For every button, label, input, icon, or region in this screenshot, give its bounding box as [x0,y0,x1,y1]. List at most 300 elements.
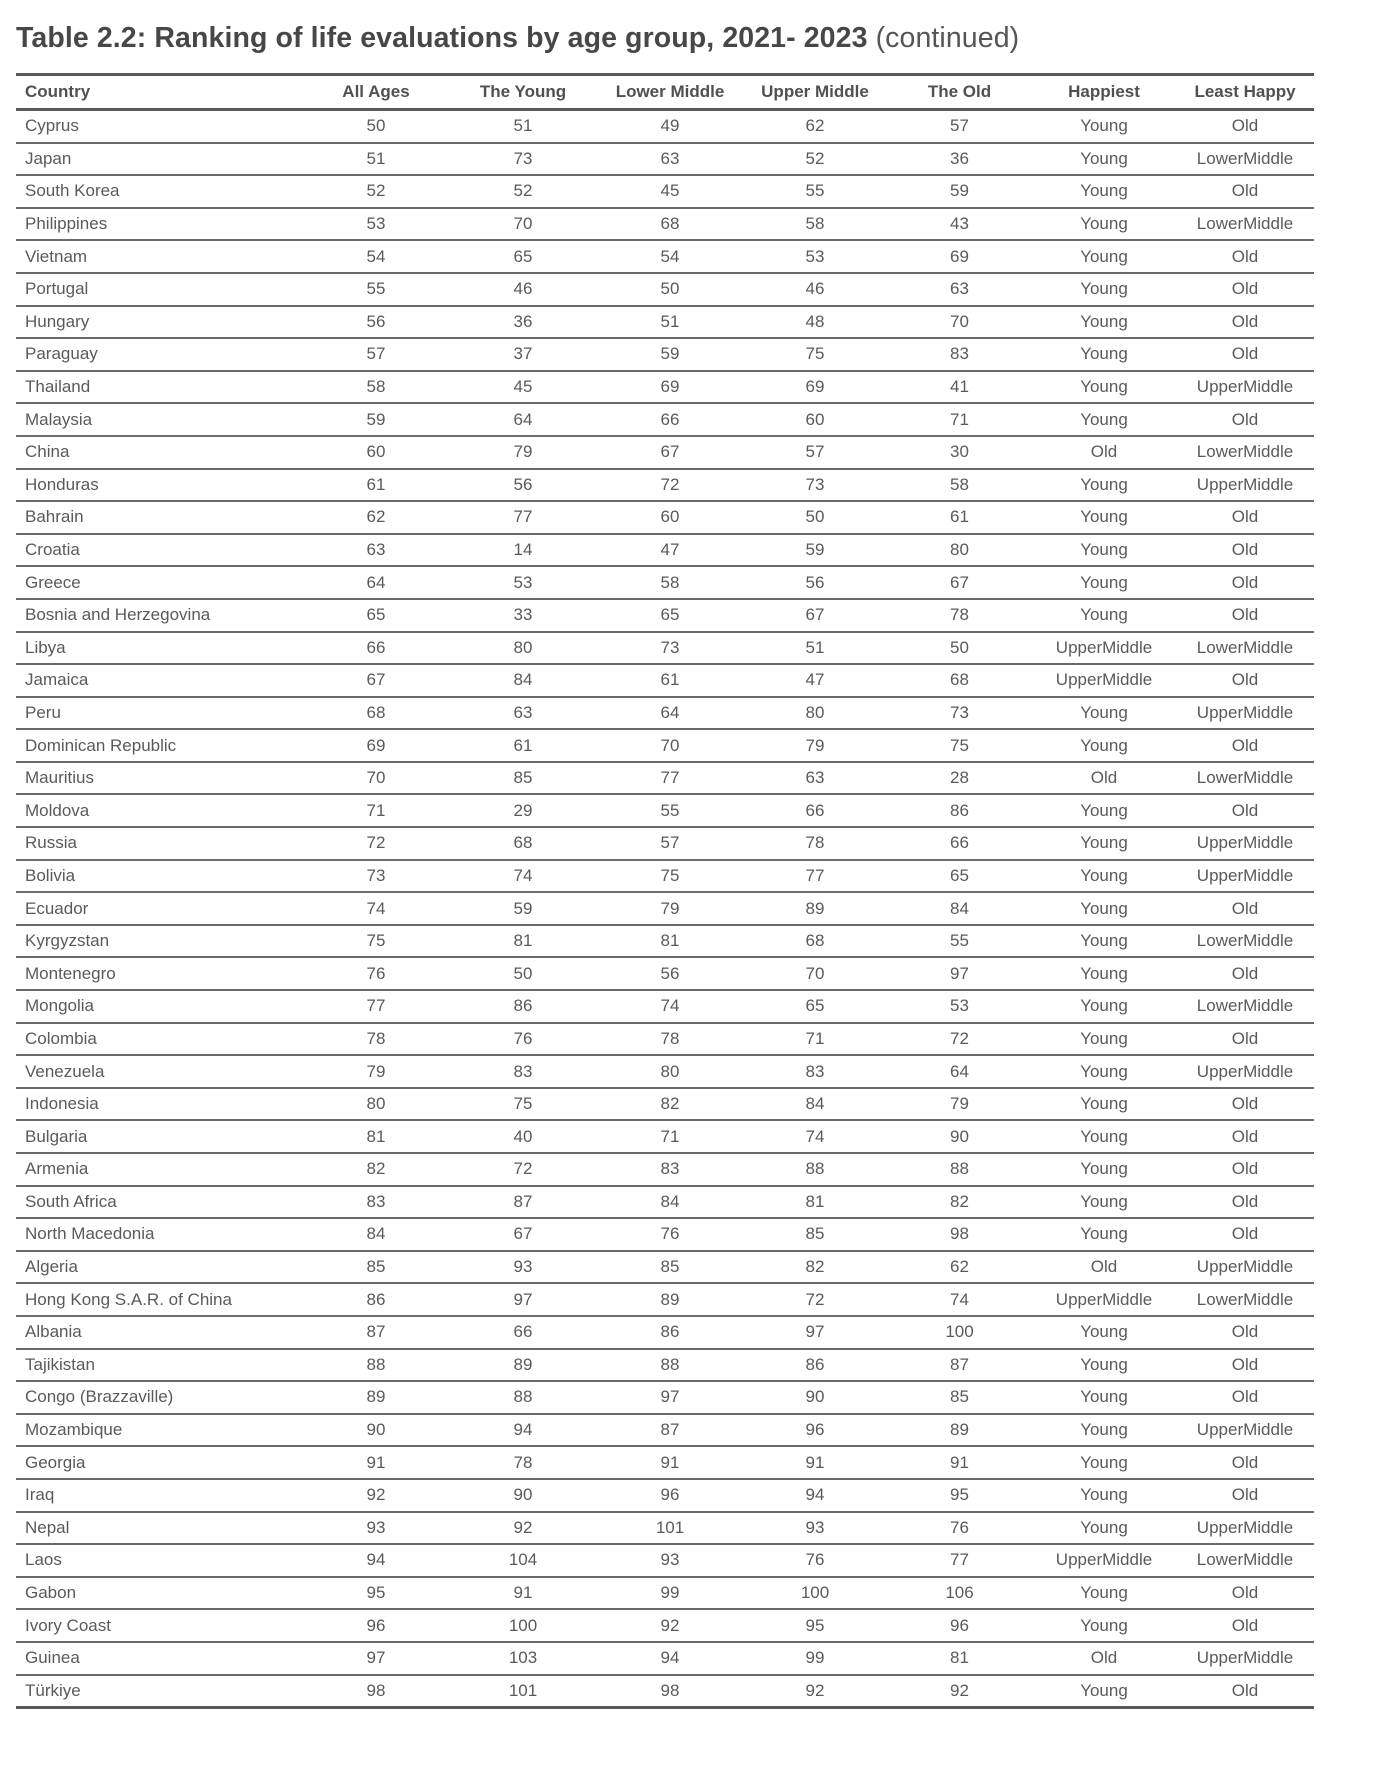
cell-upper-middle: 100 [743,1577,887,1610]
cell-upper-middle: 90 [743,1381,887,1414]
cell-the-old: 95 [887,1479,1032,1512]
cell-country: China [16,436,303,469]
cell-least-happy: Old [1176,534,1314,567]
cell-all-ages: 62 [303,501,449,534]
cell-upper-middle: 68 [743,925,887,958]
table-row [16,240,1314,273]
table-row [16,892,1314,925]
cell-the-old: 92 [887,1675,1032,1708]
cell-all-ages: 75 [303,925,449,958]
table-row [16,827,1314,860]
cell-the-old: 84 [887,892,1032,925]
cell-least-happy: LowerMiddle [1176,143,1314,176]
cell-all-ages: 64 [303,566,449,599]
cell-the-old: 80 [887,534,1032,567]
cell-the-young: 103 [449,1642,597,1675]
table-row [16,1349,1314,1382]
table-row [16,794,1314,827]
cell-happiest: Young [1032,1120,1176,1153]
cell-upper-middle: 78 [743,827,887,860]
cell-upper-middle: 63 [743,762,887,795]
cell-lower-middle: 58 [597,566,743,599]
table-row [16,990,1314,1023]
cell-the-old: 79 [887,1088,1032,1121]
cell-country: Mozambique [16,1414,303,1447]
cell-country: Honduras [16,469,303,502]
cell-upper-middle: 77 [743,860,887,893]
table-row [16,1642,1314,1675]
cell-the-old: 71 [887,403,1032,436]
cell-all-ages: 66 [303,632,449,665]
table-row [16,469,1314,502]
cell-the-old: 43 [887,208,1032,241]
table-row [16,632,1314,665]
column-header-lower-middle: Lower Middle [597,75,743,110]
table-title-main: Table 2.2: Ranking of life evaluations by age group, 2021- 2023 [16,22,868,54]
column-header-country: Country [16,75,303,110]
cell-the-old: 55 [887,925,1032,958]
cell-the-young: 61 [449,729,597,762]
cell-the-young: 76 [449,1023,597,1056]
cell-least-happy: LowerMiddle [1176,436,1314,469]
cell-upper-middle: 50 [743,501,887,534]
cell-lower-middle: 97 [597,1381,743,1414]
cell-upper-middle: 66 [743,794,887,827]
table-row [16,534,1314,567]
cell-lower-middle: 60 [597,501,743,534]
cell-upper-middle: 86 [743,1349,887,1382]
cell-country: Georgia [16,1446,303,1479]
cell-happiest: Young [1032,827,1176,860]
cell-happiest: Young [1032,273,1176,306]
ranking-table [16,73,1314,1709]
cell-happiest: Young [1032,697,1176,730]
cell-upper-middle: 97 [743,1316,887,1349]
table-header [16,75,1314,110]
cell-happiest: Old [1032,762,1176,795]
cell-lower-middle: 59 [597,338,743,371]
cell-lower-middle: 86 [597,1316,743,1349]
table-row [16,1055,1314,1088]
cell-lower-middle: 76 [597,1218,743,1251]
cell-the-old: 70 [887,306,1032,339]
table-body [16,110,1314,1708]
cell-all-ages: 94 [303,1544,449,1577]
table-row [16,1446,1314,1479]
cell-happiest: Young [1032,1218,1176,1251]
cell-happiest: Young [1032,599,1176,632]
cell-country: Malaysia [16,403,303,436]
cell-happiest: Young [1032,306,1176,339]
table-row [16,1544,1314,1577]
cell-all-ages: 90 [303,1414,449,1447]
cell-upper-middle: 47 [743,664,887,697]
cell-upper-middle: 62 [743,110,887,143]
cell-all-ages: 77 [303,990,449,1023]
table-row [16,1251,1314,1284]
cell-the-old: 89 [887,1414,1032,1447]
cell-least-happy: Old [1176,175,1314,208]
cell-least-happy: UpperMiddle [1176,1512,1314,1545]
cell-upper-middle: 59 [743,534,887,567]
table-row [16,1675,1314,1708]
cell-lower-middle: 93 [597,1544,743,1577]
cell-all-ages: 81 [303,1120,449,1153]
table-row [16,143,1314,176]
cell-happiest: Young [1032,175,1176,208]
cell-lower-middle: 99 [597,1577,743,1610]
cell-happiest: Young [1032,110,1176,143]
table-row [16,338,1314,371]
table-row [16,664,1314,697]
cell-the-old: 65 [887,860,1032,893]
cell-happiest: Young [1032,208,1176,241]
cell-all-ages: 68 [303,697,449,730]
table-row [16,599,1314,632]
table-row [16,860,1314,893]
cell-country: Hungary [16,306,303,339]
cell-least-happy: Old [1176,1446,1314,1479]
cell-the-old: 58 [887,469,1032,502]
cell-country: Bosnia and Herzegovina [16,599,303,632]
cell-the-young: 64 [449,403,597,436]
cell-the-old: 77 [887,1544,1032,1577]
cell-lower-middle: 75 [597,860,743,893]
cell-upper-middle: 51 [743,632,887,665]
cell-happiest: Young [1032,1414,1176,1447]
cell-the-old: 76 [887,1512,1032,1545]
cell-all-ages: 54 [303,240,449,273]
cell-all-ages: 95 [303,1577,449,1610]
cell-the-old: 90 [887,1120,1032,1153]
cell-the-young: 89 [449,1349,597,1382]
cell-country: Ivory Coast [16,1609,303,1642]
cell-the-young: 84 [449,664,597,697]
cell-all-ages: 55 [303,273,449,306]
cell-country: Laos [16,1544,303,1577]
cell-least-happy: UpperMiddle [1176,1414,1314,1447]
cell-happiest: Young [1032,860,1176,893]
table-row [16,1088,1314,1121]
cell-the-old: 100 [887,1316,1032,1349]
column-header-the-young: The Young [449,75,597,110]
cell-least-happy: Old [1176,957,1314,990]
table-row [16,925,1314,958]
cell-all-ages: 96 [303,1609,449,1642]
cell-happiest: Young [1032,1479,1176,1512]
cell-country: Congo (Brazzaville) [16,1381,303,1414]
cell-all-ages: 59 [303,403,449,436]
cell-lower-middle: 63 [597,143,743,176]
cell-country: Armenia [16,1153,303,1186]
cell-lower-middle: 82 [597,1088,743,1121]
cell-the-old: 88 [887,1153,1032,1186]
cell-upper-middle: 55 [743,175,887,208]
cell-least-happy: Old [1176,1023,1314,1056]
cell-happiest: Young [1032,990,1176,1023]
cell-upper-middle: 65 [743,990,887,1023]
cell-the-old: 50 [887,632,1032,665]
cell-the-young: 104 [449,1544,597,1577]
cell-all-ages: 57 [303,338,449,371]
cell-lower-middle: 74 [597,990,743,1023]
cell-happiest: UpperMiddle [1032,632,1176,665]
cell-lower-middle: 69 [597,371,743,404]
cell-happiest: Young [1032,1088,1176,1121]
cell-the-old: 69 [887,240,1032,273]
cell-the-young: 93 [449,1251,597,1284]
cell-country: Türkiye [16,1675,303,1708]
cell-the-old: 97 [887,957,1032,990]
cell-least-happy: Old [1176,892,1314,925]
cell-the-old: 63 [887,273,1032,306]
table-row [16,1186,1314,1219]
cell-the-young: 40 [449,1120,597,1153]
cell-country: Libya [16,632,303,665]
cell-the-old: 87 [887,1349,1032,1382]
cell-happiest: Young [1032,566,1176,599]
cell-all-ages: 79 [303,1055,449,1088]
cell-the-old: 64 [887,1055,1032,1088]
cell-lower-middle: 79 [597,892,743,925]
cell-happiest: Old [1032,1251,1176,1284]
cell-the-old: 82 [887,1186,1032,1219]
cell-the-old: 61 [887,501,1032,534]
cell-least-happy: UpperMiddle [1176,1642,1314,1675]
cell-the-young: 85 [449,762,597,795]
cell-all-ages: 74 [303,892,449,925]
cell-the-young: 70 [449,208,597,241]
cell-the-young: 45 [449,371,597,404]
table-row [16,110,1314,143]
cell-all-ages: 51 [303,143,449,176]
table-row [16,1479,1314,1512]
cell-lower-middle: 98 [597,1675,743,1708]
cell-least-happy: Old [1176,1186,1314,1219]
cell-country: North Macedonia [16,1218,303,1251]
table-row [16,1414,1314,1447]
cell-least-happy: Old [1176,1218,1314,1251]
table-row [16,1512,1314,1545]
column-header-upper-middle: Upper Middle [743,75,887,110]
cell-all-ages: 92 [303,1479,449,1512]
cell-least-happy: LowerMiddle [1176,990,1314,1023]
cell-the-old: 75 [887,729,1032,762]
cell-lower-middle: 87 [597,1414,743,1447]
cell-the-young: 86 [449,990,597,1023]
cell-country: South Africa [16,1186,303,1219]
column-header-happiest: Happiest [1032,75,1176,110]
cell-happiest: Young [1032,1349,1176,1382]
column-header-all-ages: All Ages [303,75,449,110]
cell-lower-middle: 67 [597,436,743,469]
cell-all-ages: 80 [303,1088,449,1121]
cell-least-happy: Old [1176,1577,1314,1610]
cell-happiest: Young [1032,534,1176,567]
cell-the-old: 67 [887,566,1032,599]
cell-all-ages: 73 [303,860,449,893]
cell-all-ages: 86 [303,1283,449,1316]
cell-lower-middle: 47 [597,534,743,567]
cell-country: Russia [16,827,303,860]
cell-upper-middle: 52 [743,143,887,176]
cell-country: Portugal [16,273,303,306]
cell-country: Tajikistan [16,1349,303,1382]
cell-least-happy: Old [1176,664,1314,697]
cell-country: Bahrain [16,501,303,534]
cell-lower-middle: 101 [597,1512,743,1545]
table-row [16,436,1314,469]
table-row [16,1153,1314,1186]
table-row [16,1120,1314,1153]
cell-lower-middle: 56 [597,957,743,990]
cell-the-young: 72 [449,1153,597,1186]
cell-least-happy: Old [1176,794,1314,827]
cell-happiest: Young [1032,403,1176,436]
cell-lower-middle: 64 [597,697,743,730]
cell-the-old: 36 [887,143,1032,176]
cell-happiest: Young [1032,501,1176,534]
cell-upper-middle: 69 [743,371,887,404]
cell-least-happy: Old [1176,110,1314,143]
cell-the-old: 53 [887,990,1032,1023]
cell-the-young: 65 [449,240,597,273]
cell-the-young: 78 [449,1446,597,1479]
cell-the-young: 36 [449,306,597,339]
cell-country: Moldova [16,794,303,827]
cell-the-old: 86 [887,794,1032,827]
cell-least-happy: Old [1176,1120,1314,1153]
cell-upper-middle: 96 [743,1414,887,1447]
cell-country: Jamaica [16,664,303,697]
cell-least-happy: Old [1176,1316,1314,1349]
cell-the-young: 79 [449,436,597,469]
cell-upper-middle: 93 [743,1512,887,1545]
cell-least-happy: Old [1176,599,1314,632]
cell-happiest: Young [1032,1381,1176,1414]
cell-least-happy: Old [1176,273,1314,306]
cell-happiest: UpperMiddle [1032,664,1176,697]
cell-all-ages: 88 [303,1349,449,1382]
cell-the-young: 83 [449,1055,597,1088]
cell-the-young: 46 [449,273,597,306]
cell-all-ages: 91 [303,1446,449,1479]
table-row [16,1609,1314,1642]
cell-happiest: Young [1032,1512,1176,1545]
cell-country: Thailand [16,371,303,404]
cell-country: Cyprus [16,110,303,143]
cell-country: Bolivia [16,860,303,893]
cell-the-young: 53 [449,566,597,599]
cell-happiest: Old [1032,1642,1176,1675]
cell-country: Greece [16,566,303,599]
table-row [16,729,1314,762]
table-row [16,697,1314,730]
cell-least-happy: Old [1176,403,1314,436]
cell-upper-middle: 81 [743,1186,887,1219]
cell-lower-middle: 68 [597,208,743,241]
cell-happiest: Young [1032,729,1176,762]
cell-least-happy: Old [1176,306,1314,339]
table-row [16,762,1314,795]
cell-least-happy: LowerMiddle [1176,1544,1314,1577]
cell-all-ages: 97 [303,1642,449,1675]
cell-least-happy: Old [1176,1479,1314,1512]
cell-country: Vietnam [16,240,303,273]
cell-country: Guinea [16,1642,303,1675]
cell-lower-middle: 54 [597,240,743,273]
cell-the-young: 14 [449,534,597,567]
cell-upper-middle: 60 [743,403,887,436]
cell-least-happy: LowerMiddle [1176,762,1314,795]
cell-least-happy: UpperMiddle [1176,1055,1314,1088]
cell-the-old: 28 [887,762,1032,795]
cell-the-old: 59 [887,175,1032,208]
cell-all-ages: 87 [303,1316,449,1349]
cell-upper-middle: 75 [743,338,887,371]
cell-the-young: 33 [449,599,597,632]
cell-all-ages: 93 [303,1512,449,1545]
cell-the-old: 81 [887,1642,1032,1675]
cell-country: Algeria [16,1251,303,1284]
cell-lower-middle: 84 [597,1186,743,1219]
cell-country: Croatia [16,534,303,567]
cell-lower-middle: 50 [597,273,743,306]
cell-upper-middle: 57 [743,436,887,469]
cell-upper-middle: 72 [743,1283,887,1316]
cell-all-ages: 71 [303,794,449,827]
cell-upper-middle: 76 [743,1544,887,1577]
cell-the-young: 97 [449,1283,597,1316]
cell-happiest: Young [1032,1446,1176,1479]
cell-least-happy: Old [1176,1088,1314,1121]
cell-the-young: 87 [449,1186,597,1219]
cell-least-happy: Old [1176,566,1314,599]
cell-the-young: 63 [449,697,597,730]
cell-the-old: 41 [887,371,1032,404]
cell-the-old: 85 [887,1381,1032,1414]
cell-the-old: 62 [887,1251,1032,1284]
cell-least-happy: Old [1176,338,1314,371]
cell-lower-middle: 94 [597,1642,743,1675]
cell-country: Japan [16,143,303,176]
cell-happiest: Young [1032,469,1176,502]
cell-happiest: Young [1032,925,1176,958]
cell-happiest: Young [1032,1577,1176,1610]
cell-happiest: Young [1032,1316,1176,1349]
cell-upper-middle: 46 [743,273,887,306]
cell-lower-middle: 73 [597,632,743,665]
cell-least-happy: LowerMiddle [1176,925,1314,958]
cell-all-ages: 72 [303,827,449,860]
column-header-least-happy: Least Happy [1176,75,1314,110]
cell-all-ages: 83 [303,1186,449,1219]
cell-happiest: Young [1032,794,1176,827]
cell-least-happy: Old [1176,1381,1314,1414]
cell-the-young: 59 [449,892,597,925]
cell-happiest: Young [1032,371,1176,404]
cell-the-old: 73 [887,697,1032,730]
cell-all-ages: 78 [303,1023,449,1056]
cell-happiest: Young [1032,1609,1176,1642]
cell-all-ages: 61 [303,469,449,502]
cell-upper-middle: 89 [743,892,887,925]
table-row [16,957,1314,990]
cell-happiest: Young [1032,1055,1176,1088]
cell-lower-middle: 49 [597,110,743,143]
cell-upper-middle: 53 [743,240,887,273]
column-header-the-old: The Old [887,75,1032,110]
